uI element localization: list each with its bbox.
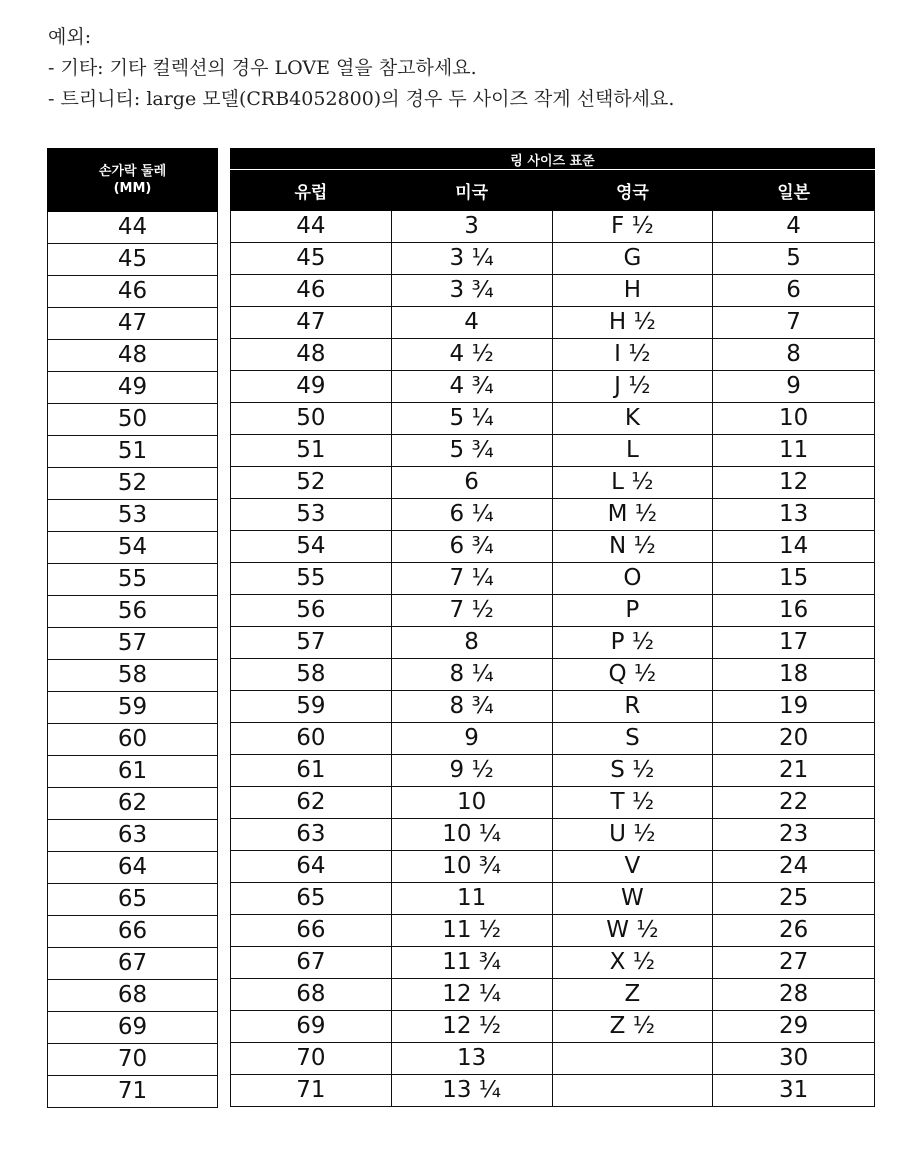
uk-size-cell: H xyxy=(552,275,713,307)
finger-circumference-cell: 58 xyxy=(48,660,218,692)
japan-size-cell: 18 xyxy=(713,659,875,691)
table-row xyxy=(48,756,218,788)
europe-size-cell: 44 xyxy=(231,211,392,243)
japan-size-cell: 31 xyxy=(713,1075,875,1107)
uk-size-cell: K xyxy=(552,403,713,435)
table-row xyxy=(231,275,875,307)
japan-size-cell: 19 xyxy=(713,691,875,723)
table-row xyxy=(231,467,875,499)
table-row xyxy=(48,436,218,468)
japan-size-cell: 16 xyxy=(713,595,875,627)
finger-circumference-cell: 45 xyxy=(48,244,218,276)
table-row xyxy=(48,1044,218,1076)
finger-circumference-cell: 54 xyxy=(48,532,218,564)
finger-circumference-cell: 69 xyxy=(48,1012,218,1044)
japan-size-cell: 5 xyxy=(713,243,875,275)
europe-size-cell: 49 xyxy=(231,371,392,403)
usa-size-cell: 9 ½ xyxy=(391,755,552,787)
usa-size-cell: 5 ¼ xyxy=(391,403,552,435)
usa-size-cell: 10 ¾ xyxy=(391,851,552,883)
usa-size-cell: 8 xyxy=(391,627,552,659)
europe-size-cell: 68 xyxy=(231,979,392,1011)
europe-size-cell: 66 xyxy=(231,915,392,947)
usa-size-cell: 4 ½ xyxy=(391,339,552,371)
usa-size-cell: 12 ¼ xyxy=(391,979,552,1011)
uk-size-cell: V xyxy=(552,851,713,883)
europe-size-cell: 59 xyxy=(231,691,392,723)
uk-size-cell: J ½ xyxy=(552,371,713,403)
finger-circumference-header xyxy=(48,149,218,212)
table-row xyxy=(231,339,875,371)
uk-size-cell: Q ½ xyxy=(552,659,713,691)
table-row xyxy=(231,723,875,755)
table-row xyxy=(48,596,218,628)
exceptions-notes xyxy=(48,22,674,115)
uk-size-cell xyxy=(552,1043,713,1075)
finger-circumference-cell: 48 xyxy=(48,340,218,372)
finger-circumference-cell: 70 xyxy=(48,1044,218,1076)
europe-size-cell: 47 xyxy=(231,307,392,339)
finger-circumference-cell: 53 xyxy=(48,500,218,532)
usa-size-cell: 4 xyxy=(391,307,552,339)
table-row xyxy=(48,1012,218,1044)
uk-size-cell: I ½ xyxy=(552,339,713,371)
usa-size-cell: 3 xyxy=(391,211,552,243)
finger-circumference-cell: 46 xyxy=(48,276,218,308)
table-row xyxy=(48,660,218,692)
table-row xyxy=(231,787,875,819)
table-row xyxy=(231,627,875,659)
japan-size-cell: 11 xyxy=(713,435,875,467)
uk-size-cell: X ½ xyxy=(552,947,713,979)
uk-size-cell: L ½ xyxy=(552,467,713,499)
table-row xyxy=(231,307,875,339)
usa-size-cell: 6 ¼ xyxy=(391,499,552,531)
uk-size-cell: P xyxy=(552,595,713,627)
table-row xyxy=(231,1075,875,1107)
table-row xyxy=(48,532,218,564)
usa-size-cell: 13 ¼ xyxy=(391,1075,552,1107)
finger-circumference-cell: 64 xyxy=(48,852,218,884)
usa-size-cell: 12 ½ xyxy=(391,1011,552,1043)
table-row xyxy=(48,948,218,980)
finger-circumference-cell: 57 xyxy=(48,628,218,660)
japan-size-cell: 7 xyxy=(713,307,875,339)
europe-size-cell: 65 xyxy=(231,883,392,915)
uk-size-cell: O xyxy=(552,563,713,595)
notes-line-trinity: - 트리니티: large 모델(CRB4052800)의 경우 두 사이즈 작게 선택하세요. xyxy=(48,88,675,110)
table-row xyxy=(231,211,875,243)
japan-size-cell: 8 xyxy=(713,339,875,371)
table-row xyxy=(48,468,218,500)
finger-circumference-cell: 51 xyxy=(48,436,218,468)
uk-size-cell: Z xyxy=(552,979,713,1011)
europe-size-cell: 52 xyxy=(231,467,392,499)
usa-size-cell: 10 xyxy=(391,787,552,819)
uk-size-cell: S xyxy=(552,723,713,755)
uk-size-cell: L xyxy=(552,435,713,467)
finger-circumference-cell: 60 xyxy=(48,724,218,756)
column-header-uk: 영국 xyxy=(552,170,713,211)
finger-circumference-cell: 55 xyxy=(48,564,218,596)
japan-size-cell: 29 xyxy=(713,1011,875,1043)
usa-size-cell: 4 ¾ xyxy=(391,371,552,403)
table-row xyxy=(231,243,875,275)
table-row xyxy=(231,499,875,531)
japan-size-cell: 26 xyxy=(713,915,875,947)
europe-size-cell: 51 xyxy=(231,435,392,467)
table-row xyxy=(231,563,875,595)
uk-size-cell: U ½ xyxy=(552,819,713,851)
europe-size-cell: 56 xyxy=(231,595,392,627)
europe-size-cell: 69 xyxy=(231,1011,392,1043)
usa-size-cell: 7 ½ xyxy=(391,595,552,627)
europe-size-cell: 48 xyxy=(231,339,392,371)
uk-size-cell: N ½ xyxy=(552,531,713,563)
finger-circumference-cell: 71 xyxy=(48,1076,218,1108)
table-row xyxy=(231,819,875,851)
usa-size-cell: 10 ¼ xyxy=(391,819,552,851)
table-row xyxy=(48,980,218,1012)
uk-size-cell: S ½ xyxy=(552,755,713,787)
table-row xyxy=(48,212,218,244)
uk-size-cell: Z ½ xyxy=(552,1011,713,1043)
table-row xyxy=(231,915,875,947)
table-row xyxy=(48,372,218,404)
table-row xyxy=(231,691,875,723)
europe-size-cell: 71 xyxy=(231,1075,392,1107)
europe-size-cell: 60 xyxy=(231,723,392,755)
europe-size-cell: 63 xyxy=(231,819,392,851)
uk-size-cell: G xyxy=(552,243,713,275)
table-row xyxy=(231,851,875,883)
finger-circumference-cell: 59 xyxy=(48,692,218,724)
usa-size-cell: 8 ¼ xyxy=(391,659,552,691)
usa-size-cell: 3 ¼ xyxy=(391,243,552,275)
table-row xyxy=(231,883,875,915)
table-row xyxy=(231,659,875,691)
finger-circumference-cell: 52 xyxy=(48,468,218,500)
notes-heading: 예외: xyxy=(48,26,92,48)
japan-size-cell: 27 xyxy=(713,947,875,979)
uk-size-cell: R xyxy=(552,691,713,723)
table-row xyxy=(231,531,875,563)
table-row xyxy=(48,308,218,340)
table-row xyxy=(48,500,218,532)
japan-size-cell: 21 xyxy=(713,755,875,787)
japan-size-cell: 12 xyxy=(713,467,875,499)
europe-size-cell: 57 xyxy=(231,627,392,659)
usa-size-cell: 6 xyxy=(391,467,552,499)
finger-circumference-cell: 50 xyxy=(48,404,218,436)
japan-size-cell: 6 xyxy=(713,275,875,307)
europe-size-cell: 53 xyxy=(231,499,392,531)
uk-size-cell: W xyxy=(552,883,713,915)
finger-circumference-cell: 66 xyxy=(48,916,218,948)
finger-circumference-cell: 47 xyxy=(48,308,218,340)
uk-size-cell: M ½ xyxy=(552,499,713,531)
finger-circumference-cell: 44 xyxy=(48,212,218,244)
europe-size-cell: 55 xyxy=(231,563,392,595)
japan-size-cell: 20 xyxy=(713,723,875,755)
table-row xyxy=(48,788,218,820)
japan-size-cell: 22 xyxy=(713,787,875,819)
ring-size-standard-table xyxy=(230,148,875,1107)
usa-size-cell: 11 xyxy=(391,883,552,915)
japan-size-cell: 25 xyxy=(713,883,875,915)
table-row xyxy=(231,403,875,435)
finger-circumference-cell: 68 xyxy=(48,980,218,1012)
table-row xyxy=(231,435,875,467)
usa-size-cell: 13 xyxy=(391,1043,552,1075)
europe-size-cell: 61 xyxy=(231,755,392,787)
table-row xyxy=(231,1011,875,1043)
ring-size-standard-header: 링 사이즈 표준 xyxy=(231,149,875,170)
usa-size-cell: 5 ¾ xyxy=(391,435,552,467)
europe-size-cell: 67 xyxy=(231,947,392,979)
table-row xyxy=(48,916,218,948)
finger-circumference-cell: 67 xyxy=(48,948,218,980)
usa-size-cell: 6 ¾ xyxy=(391,531,552,563)
notes-line-other: - 기타: 기타 컬렉션의 경우 LOVE 열을 참고하세요. xyxy=(48,57,477,79)
table-row xyxy=(48,884,218,916)
europe-size-cell: 58 xyxy=(231,659,392,691)
table-row xyxy=(231,755,875,787)
usa-size-cell: 11 ½ xyxy=(391,915,552,947)
japan-size-cell: 15 xyxy=(713,563,875,595)
table-row xyxy=(48,852,218,884)
europe-size-cell: 50 xyxy=(231,403,392,435)
column-header-europe: 유럽 xyxy=(231,170,392,211)
table-row xyxy=(231,595,875,627)
usa-size-cell: 9 xyxy=(391,723,552,755)
europe-size-cell: 45 xyxy=(231,243,392,275)
europe-size-cell: 70 xyxy=(231,1043,392,1075)
japan-size-cell: 9 xyxy=(713,371,875,403)
finger-circumference-header-label: 손가락 둘레 xyxy=(98,164,167,179)
finger-circumference-cell: 56 xyxy=(48,596,218,628)
table-row xyxy=(48,244,218,276)
table-row xyxy=(231,1043,875,1075)
usa-size-cell: 8 ¾ xyxy=(391,691,552,723)
table-row xyxy=(48,340,218,372)
column-header-japan: 일본 xyxy=(713,170,875,211)
uk-size-cell: W ½ xyxy=(552,915,713,947)
table-row xyxy=(231,371,875,403)
usa-size-cell: 3 ¾ xyxy=(391,275,552,307)
table-row xyxy=(48,724,218,756)
finger-circumference-cell: 65 xyxy=(48,884,218,916)
finger-circumference-table xyxy=(47,148,218,1108)
column-header-usa: 미국 xyxy=(391,170,552,211)
finger-circumference-header-unit: (MM) xyxy=(113,181,152,196)
usa-size-cell: 11 ¾ xyxy=(391,947,552,979)
finger-circumference-cell: 63 xyxy=(48,820,218,852)
europe-size-cell: 54 xyxy=(231,531,392,563)
japan-size-cell: 4 xyxy=(713,211,875,243)
table-row xyxy=(48,276,218,308)
table-row xyxy=(48,692,218,724)
europe-size-cell: 46 xyxy=(231,275,392,307)
table-row xyxy=(48,564,218,596)
table-row xyxy=(48,404,218,436)
europe-size-cell: 64 xyxy=(231,851,392,883)
europe-size-cell: 62 xyxy=(231,787,392,819)
uk-size-cell: P ½ xyxy=(552,627,713,659)
japan-size-cell: 17 xyxy=(713,627,875,659)
japan-size-cell: 14 xyxy=(713,531,875,563)
table-row xyxy=(231,979,875,1011)
uk-size-cell: T ½ xyxy=(552,787,713,819)
table-row xyxy=(231,947,875,979)
japan-size-cell: 24 xyxy=(713,851,875,883)
japan-size-cell: 28 xyxy=(713,979,875,1011)
japan-size-cell: 23 xyxy=(713,819,875,851)
table-row xyxy=(48,1076,218,1108)
table-row xyxy=(48,820,218,852)
uk-size-cell xyxy=(552,1075,713,1107)
table-row xyxy=(48,628,218,660)
uk-size-cell: H ½ xyxy=(552,307,713,339)
finger-circumference-cell: 62 xyxy=(48,788,218,820)
finger-circumference-cell: 61 xyxy=(48,756,218,788)
uk-size-cell: F ½ xyxy=(552,211,713,243)
usa-size-cell: 7 ¼ xyxy=(391,563,552,595)
japan-size-cell: 13 xyxy=(713,499,875,531)
finger-circumference-cell: 49 xyxy=(48,372,218,404)
japan-size-cell: 30 xyxy=(713,1043,875,1075)
japan-size-cell: 10 xyxy=(713,403,875,435)
